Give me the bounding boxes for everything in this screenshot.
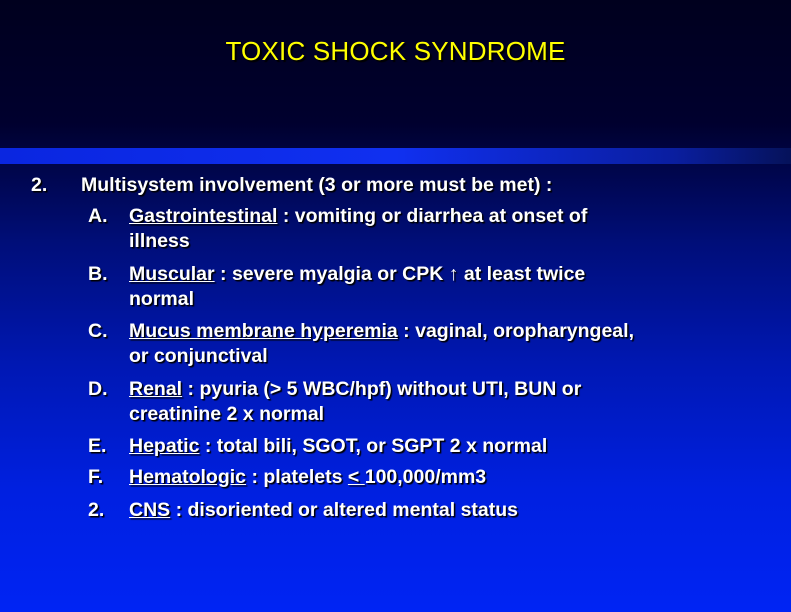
criterion-label: Mucus membrane hyperemia [129,320,398,342]
criterion-label: Renal [129,378,183,400]
criterion-hepatic [129,435,547,458]
criterion-label: CNS [129,499,171,521]
criterion-label: Muscular [129,263,215,285]
criterion-text: : severe myalgia or CPK [214,263,449,285]
criterion-marker: A. [88,205,108,227]
item-heading: Multisystem involvement (3 or more must be met) : [81,174,553,196]
criterion-hematologic [129,466,486,489]
criterion-mucus-membrane [129,320,634,343]
criterion-renal [129,378,581,401]
criterion-text: : pyuria (> 5 WBC/hpf) without UTI, BUN or [182,378,582,400]
criterion-label: Hepatic [129,435,200,457]
criterion-gastrointestinal [129,205,587,228]
criterion-text-continued: at least twice [458,263,586,285]
criterion-text: : vomiting or diarrhea at onset of [277,205,588,227]
criterion-label: Gastrointestinal [129,205,278,227]
criterion-text: : disoriented or altered mental status [170,499,519,521]
criterion-marker: F. [88,466,104,488]
item-number: 2. [31,174,48,196]
criterion-continuation: or conjunctival [129,345,268,367]
up-arrow-icon: ↑ [448,263,459,285]
criterion-marker: 2. [88,499,105,521]
criterion-marker: B. [88,263,108,285]
criterion-text: : total bili, SGOT, or SGPT 2 x normal [199,435,548,457]
criterion-continuation: creatinine 2 x normal [129,403,325,425]
criterion-text: : platelets [246,466,348,488]
criterion-label: Hematologic [129,466,247,488]
slide-title: TOXIC SHOCK SYNDROME [225,36,566,66]
criterion-marker: C. [88,320,108,342]
criterion-cns [129,499,518,522]
criterion-muscular [129,263,585,286]
criterion-continuation: illness [129,230,190,252]
criterion-marker: E. [88,435,107,457]
divider-band [0,148,791,164]
criterion-continuation: normal [129,288,195,310]
criterion-text: : vaginal, oropharyngeal, [397,320,634,342]
less-equal-symbol: < [347,466,365,488]
criterion-text-continued: 100,000/mm3 [364,466,487,488]
criterion-marker: D. [88,378,108,400]
